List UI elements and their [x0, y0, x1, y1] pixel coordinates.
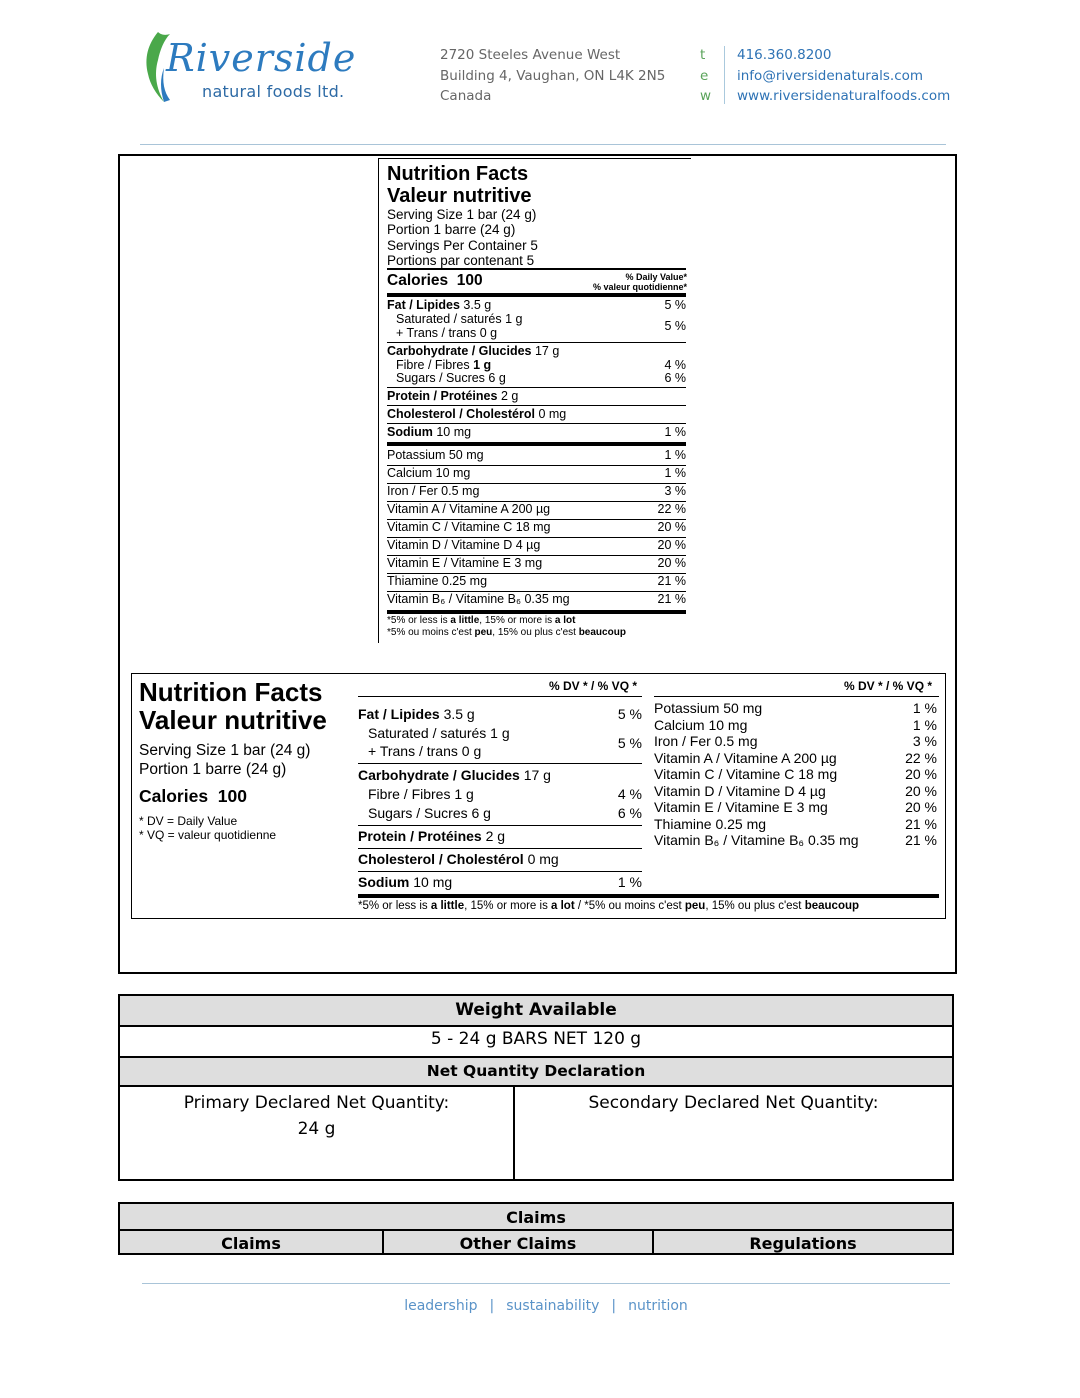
dv-footnote: * DV = Daily Value	[139, 814, 238, 828]
carb-row	[387, 344, 686, 359]
nutrient-label: Fibre / Fibres	[396, 358, 470, 372]
micronutrient-row	[387, 502, 686, 517]
footer-divider	[142, 1283, 950, 1284]
nutrient-label: Potassium 50 mg	[387, 448, 484, 462]
nutrient-amount: 2 g	[500, 389, 519, 403]
nutrient-amount: 10 mg	[413, 874, 453, 890]
primary-net-quantity	[120, 1090, 513, 1142]
thick-rule	[387, 610, 686, 614]
nutrient-label: Vitamin B₆ / Vitamine B₆ 0.35 mg	[387, 592, 570, 606]
nutrient-label: Potassium 50 mg	[654, 700, 763, 716]
cholesterol-row	[387, 407, 686, 422]
micronutrient-row	[387, 538, 686, 553]
rule	[654, 696, 939, 697]
sat-trans-dv	[358, 734, 642, 752]
footnote-fr: *5% ou moins c'est peu, 15% ou plus c'est beaucoup	[387, 627, 626, 638]
micronutrient-row	[654, 831, 937, 849]
contact-divider	[724, 46, 725, 104]
dv-value: 6 %	[664, 371, 686, 385]
footnote-en: *5% or less is a little, 15% or more is a lot	[387, 615, 576, 626]
dv-value: 5 %	[664, 319, 686, 333]
nutrient-amount: 0 mg	[527, 851, 559, 867]
dv-value: 5 %	[617, 706, 642, 722]
dv-value: 21 %	[657, 574, 686, 588]
dv-value: 3 %	[664, 484, 686, 498]
footer-tagline	[0, 1298, 1080, 1314]
micronutrient-row	[654, 699, 937, 717]
servings-per-en: Servings Per Container 5	[387, 238, 538, 253]
sodium-row	[358, 873, 642, 891]
serving-size-en: Serving Size 1 bar (24 g)	[387, 207, 537, 222]
rule	[387, 268, 686, 270]
nf-title-fr: Valeur nutritive	[387, 185, 532, 207]
dv-value: 1 %	[664, 448, 686, 462]
nutrient-label: Vitamin E / Vitamine E 3 mg	[654, 799, 828, 815]
fibre-row	[358, 785, 642, 803]
nf-title-en: Nutrition Facts	[387, 163, 529, 185]
dv-value: 6 %	[617, 805, 642, 821]
nutrient-label: Carbohydrate / Glucides	[358, 767, 520, 783]
micronutrient-row	[387, 520, 686, 535]
nutrient-label: Vitamin C / Vitamine C 18 mg	[654, 766, 838, 782]
vertical-nutrition-facts	[378, 158, 691, 643]
dv-value: 20 %	[905, 799, 937, 815]
cholesterol-row	[358, 850, 642, 868]
nutrient-label: Fibre / Fibres 1 g	[368, 786, 474, 802]
sat-trans-dv	[387, 319, 686, 334]
sugars-row	[387, 371, 686, 386]
nutrient-label: Sodium	[387, 425, 433, 439]
micronutrient-row	[654, 798, 937, 816]
thick-rule	[387, 442, 686, 446]
nutrient-label: Sugars / Sucres 6 g	[396, 371, 506, 385]
nutrient-label: Vitamin D / Vitamine D 4 µg	[387, 538, 541, 552]
nf-title-en: Nutrition Facts	[139, 677, 323, 707]
nutrient-label: Cholesterol / Cholestérol	[358, 851, 524, 867]
weight-header: Weight Available	[120, 996, 952, 1025]
micronutrient-row	[387, 466, 686, 481]
dv-header: % DV * / % VQ *	[844, 679, 933, 693]
nf-title-fr: Valeur nutritive	[139, 705, 327, 735]
nutrient-label: Thiamine 0.25 mg	[387, 574, 488, 588]
micronutrient-row	[654, 732, 937, 750]
secondary-net-quantity: Secondary Declared Net Quantity:	[588, 1093, 879, 1113]
nutrient-label: Iron / Fer 0.5 mg	[387, 484, 480, 498]
fat-row	[358, 705, 642, 723]
claims-column: Claims	[221, 1234, 281, 1253]
nutrient-label: Saturated / saturés 1 g	[368, 725, 510, 741]
nutrient-label: Carbohydrate / Glucides	[387, 344, 532, 358]
calories: Calories 100	[387, 272, 483, 289]
company-logo	[140, 28, 380, 108]
nutrient-amount: 2 g	[485, 828, 506, 844]
nutrient-amount: 10 mg	[436, 425, 472, 439]
dv-value: 22 %	[905, 750, 937, 766]
dv-value: 5 %	[664, 298, 686, 312]
micronutrient-row	[387, 448, 686, 463]
dv-header	[593, 272, 687, 292]
micronutrient-row	[387, 484, 686, 499]
rule	[387, 405, 686, 406]
company-address	[440, 45, 665, 107]
rule	[358, 848, 642, 849]
rule	[387, 423, 686, 424]
micronutrient-row	[387, 556, 686, 571]
fat-row	[387, 298, 686, 313]
nutrient-amount: 17 g	[534, 344, 560, 358]
nutrient-label: Vitamin E / Vitamine E 3 mg	[387, 556, 543, 570]
carb-row	[358, 766, 642, 784]
web-letter: w	[700, 88, 712, 104]
nutrient-label: Calcium 10 mg	[654, 717, 748, 733]
header-divider	[140, 144, 946, 145]
vq-footnote: * VQ = valeur quotidienne	[139, 828, 277, 842]
nutrient-label: Vitamin C / Vitamine C 18 mg	[387, 520, 551, 534]
nutrient-amount: 17 g	[523, 767, 551, 783]
nutrient-amount: 3.5 g	[463, 298, 492, 312]
tagline-leadership: leadership	[404, 1298, 478, 1314]
other-claims-column: Other Claims	[459, 1234, 577, 1253]
calories: Calories 100	[139, 786, 247, 806]
dv-value: 20 %	[905, 783, 937, 799]
dv-header-fr: % valeur quotidienne*	[592, 282, 687, 292]
rule	[358, 825, 642, 826]
email-link[interactable]: info@riversidenaturals.com	[737, 67, 924, 84]
weight-value: 5 - 24 g BARS NET 120 g	[430, 1029, 642, 1049]
table-rule	[120, 1025, 952, 1027]
rule	[358, 696, 642, 697]
tagline-nutrition: nutrition	[628, 1298, 688, 1314]
nutrient-label: Protein / Protéines	[387, 389, 498, 403]
rule	[358, 763, 642, 764]
protein-row	[387, 389, 686, 404]
dv-value: 1 %	[664, 425, 686, 439]
dv-value: 21 %	[657, 592, 686, 606]
sodium-row	[387, 425, 686, 440]
nutrient-label: Cholesterol / Cholestérol	[387, 407, 535, 421]
horizontal-nutrition-facts	[131, 673, 946, 919]
dv-value: 21 %	[905, 832, 937, 848]
serving-size-fr: Portion 1 barre (24 g)	[139, 761, 287, 778]
nutrient-label: + Trans / trans 0 g	[396, 326, 498, 340]
thick-rule	[358, 894, 939, 898]
dv-value: 21 %	[905, 816, 937, 832]
separator: |	[611, 1298, 617, 1314]
primary-value: 24 g	[297, 1119, 336, 1139]
tagline-sustainability: sustainability	[506, 1298, 600, 1314]
nutrient-label: Saturated / saturés 1 g	[396, 312, 523, 326]
nutrient-label: Iron / Fer 0.5 mg	[654, 733, 758, 749]
nutrient-label: Sodium	[358, 874, 410, 890]
dv-value: 20 %	[657, 520, 686, 534]
phone-number[interactable]: 416.360.8200	[737, 47, 832, 63]
table-rule	[120, 1229, 952, 1231]
regulations-column: Regulations	[749, 1234, 857, 1253]
servings-per-fr: Portions par contenant 5	[387, 253, 535, 268]
primary-label: Primary Declared Net Quantity:	[183, 1093, 450, 1113]
nutrient-label: Thiamine 0.25 mg	[654, 816, 767, 832]
dv-header: % DV * / % VQ *	[549, 679, 638, 693]
rule	[387, 342, 686, 343]
address-line: 2720 Steeles Avenue West	[440, 47, 621, 63]
dv-value: 20 %	[905, 766, 937, 782]
dv-value: 22 %	[657, 502, 686, 516]
thick-rule	[387, 293, 686, 297]
serving-size-en: Serving Size 1 bar (24 g)	[139, 742, 311, 759]
email-letter: e	[700, 67, 709, 84]
address-line: Canada	[440, 88, 492, 104]
nutrient-label: + Trans / trans 0 g	[368, 743, 482, 759]
dv-value: 1 %	[912, 700, 937, 716]
website-link[interactable]: www.riversidenaturalfoods.com	[737, 88, 951, 104]
nutrient-label: Vitamin D / Vitamine D 4 µg	[654, 783, 826, 799]
nutrient-amount: 1 g	[473, 358, 492, 372]
contact-letters	[700, 45, 711, 107]
rule	[358, 871, 642, 872]
dv-value: 5 %	[617, 735, 642, 751]
dv-value: 3 %	[912, 733, 937, 749]
dv-value: 1 %	[912, 717, 937, 733]
nutrient-amount: 0 mg	[538, 407, 567, 421]
phone-letter: t	[700, 47, 706, 63]
nutrient-label: Vitamin B₆ / Vitamine B₆ 0.35 mg	[654, 832, 859, 848]
serving-size-fr: Portion 1 barre (24 g)	[387, 222, 516, 237]
company-contact	[737, 45, 950, 107]
dv-header-en: % Daily Value*	[625, 272, 687, 282]
logo-subtitle: natural foods ltd.	[202, 82, 345, 101]
nutrient-label: Protein / Protéines	[358, 828, 482, 844]
separator: |	[489, 1298, 495, 1314]
dv-value: 1 %	[617, 874, 642, 890]
protein-row	[358, 827, 642, 845]
nutrient-label: Vitamin A / Vitamine A 200 µg	[387, 502, 551, 516]
table-rule	[120, 1085, 952, 1087]
nutrient-label: Fat / Lipides	[387, 298, 460, 312]
micronutrient-row	[387, 592, 686, 607]
nutrient-label: Calcium 10 mg	[387, 466, 471, 480]
claims-header: Claims	[506, 1208, 566, 1227]
footnote: *5% or less is a little, 15% or more is a lot / *5% ou moins c'est peu, 15% ou plus c'est beaucoup	[358, 900, 860, 912]
micronutrient-row	[654, 765, 937, 783]
rule	[387, 387, 686, 388]
nutrient-amount: 3.5 g	[443, 706, 475, 722]
dv-value: 1 %	[664, 466, 686, 480]
net-quantity-header: Net Quantity Declaration	[120, 1058, 952, 1085]
claims-table	[118, 1202, 954, 1255]
nutrient-label: Sugars / Sucres 6 g	[368, 805, 491, 821]
micronutrient-row	[387, 574, 686, 589]
nutrient-label: Vitamin A / Vitamine A 200 µg	[654, 750, 837, 766]
dv-value: 4 %	[617, 786, 642, 802]
address-line: Building 4, Vaughan, ON L4K 2N5	[440, 67, 666, 84]
logo-wordmark: Riverside	[166, 36, 357, 80]
nutrient-label: Fat / Lipides	[358, 706, 440, 722]
sugars-row	[358, 804, 642, 822]
dv-value: 20 %	[657, 538, 686, 552]
dv-value: 20 %	[657, 556, 686, 570]
weight-table	[118, 994, 954, 1181]
dv-value: 4 %	[664, 358, 686, 372]
